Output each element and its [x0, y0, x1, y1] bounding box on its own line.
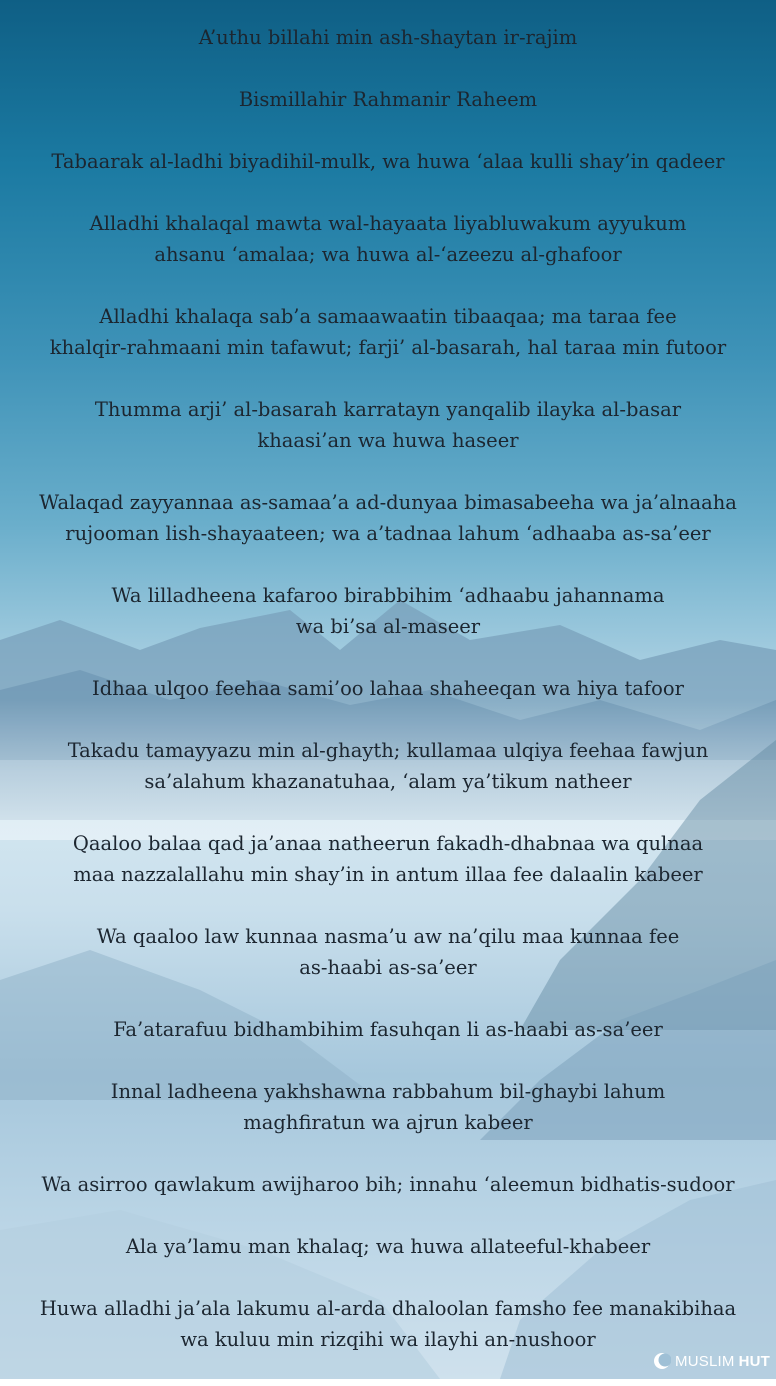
verse-item — [0, 208, 776, 270]
verse-line: Fa’atarafuu bidhambihim fasuhqan li as-haabi as-sa’eer — [113, 1018, 663, 1041]
verse-line: as-haabi as-sa’eer — [299, 956, 477, 979]
verse-item — [0, 1293, 776, 1355]
brand-name-part2: HUT — [738, 1352, 770, 1370]
verse-item — [0, 84, 776, 115]
verse-line: Qaaloo balaa qad ja’anaa natheerun fakadh-dhabnaa wa qulnaa — [72, 832, 704, 855]
verse-line: Bismillahir Rahmanir Raheem — [238, 88, 538, 111]
verse-line: Alladhi khalaqa sab’a samaawaatin tibaaqaa; ma taraa fee — [99, 305, 677, 328]
verse-item — [0, 1169, 776, 1200]
verse-item — [0, 301, 776, 363]
verse-item — [0, 487, 776, 549]
verse-item — [0, 580, 776, 642]
verse-item — [0, 1231, 776, 1262]
verse-item — [0, 921, 776, 983]
verse-line: Huwa alladhi ja’ala lakumu al-arda dhaloolan famsho fee manakibihaa — [39, 1297, 737, 1320]
verse-line: sa’alahum khazanatuhaa, ‘alam ya’tikum natheer — [144, 770, 632, 793]
verse-line: maa nazzalallahu min shay’in in antum illaa fee dalaalin kabeer — [73, 863, 703, 886]
verse-list — [0, 22, 776, 1386]
verse-item — [0, 394, 776, 456]
verse-line: ahsanu ‘amalaa; wa huwa al-‘azeezu al-ghafoor — [154, 243, 622, 266]
verse-line: wa bi’sa al-maseer — [295, 615, 481, 638]
verse-line: Alladhi khalaqal mawta wal-hayaata liyabluwakum ayyukum — [89, 212, 687, 235]
verse-item — [0, 828, 776, 890]
verse-line: Tabaarak al-ladhi biyadihil-mulk, wa huwa ‘alaa kulli shay’in qadeer — [51, 150, 725, 173]
crescent-logo-icon — [653, 1352, 671, 1370]
verse-line: Wa lilladheena kafaroo birabbihim ‘adhaabu jahannama — [111, 584, 665, 607]
verse-line: Wa qaaloo law kunnaa nasma’u aw na’qilu maa kunnaa fee — [96, 925, 680, 948]
verse-line: wa kuluu min rizqihi wa ilayhi an-nushoor — [180, 1328, 596, 1351]
brand-logo — [653, 1349, 770, 1373]
verse-line: khalqir-rahmaani min tafawut; farji’ al-basarah, hal taraa min futoor — [49, 336, 727, 359]
verse-line: Ala ya’lamu man khalaq; wa huwa allateeful-khabeer — [125, 1235, 651, 1258]
verse-item — [0, 1076, 776, 1138]
verse-item — [0, 22, 776, 53]
verse-line: Takadu tamayyazu min al-ghayth; kullamaa ulqiya feehaa fawjun — [67, 739, 709, 762]
verse-item — [0, 673, 776, 704]
verse-line: Walaqad zayyannaa as-samaa’a ad-dunyaa bimasabeeha wa ja’alnaaha — [39, 491, 737, 514]
verse-line: maghfiratun wa ajrun kabeer — [243, 1111, 533, 1134]
verse-item — [0, 1014, 776, 1045]
verse-item — [0, 735, 776, 797]
verse-line: Wa asirroo qawlakum awijharoo bih; innahu ‘aleemun bidhatis-sudoor — [41, 1173, 735, 1196]
brand-name-part1: MUSLIM — [675, 1352, 735, 1370]
verse-item — [0, 146, 776, 177]
verse-line: khaasi’an wa huwa haseer — [257, 429, 519, 452]
verse-line: Thumma arji’ al-basarah karratayn yanqalib ilayka al-basar — [94, 398, 682, 421]
verse-line: Innal ladheena yakhshawna rabbahum bil-ghaybi lahum — [110, 1080, 666, 1103]
verse-line: A’uthu billahi min ash-shaytan ir-rajim — [198, 26, 578, 49]
verse-line: rujooman lish-shayaateen; wa a’tadnaa lahum ‘adhaaba as-sa’eer — [65, 522, 711, 545]
verse-line: Idhaa ulqoo feehaa sami’oo lahaa shaheeqan wa hiya tafoor — [92, 677, 684, 700]
